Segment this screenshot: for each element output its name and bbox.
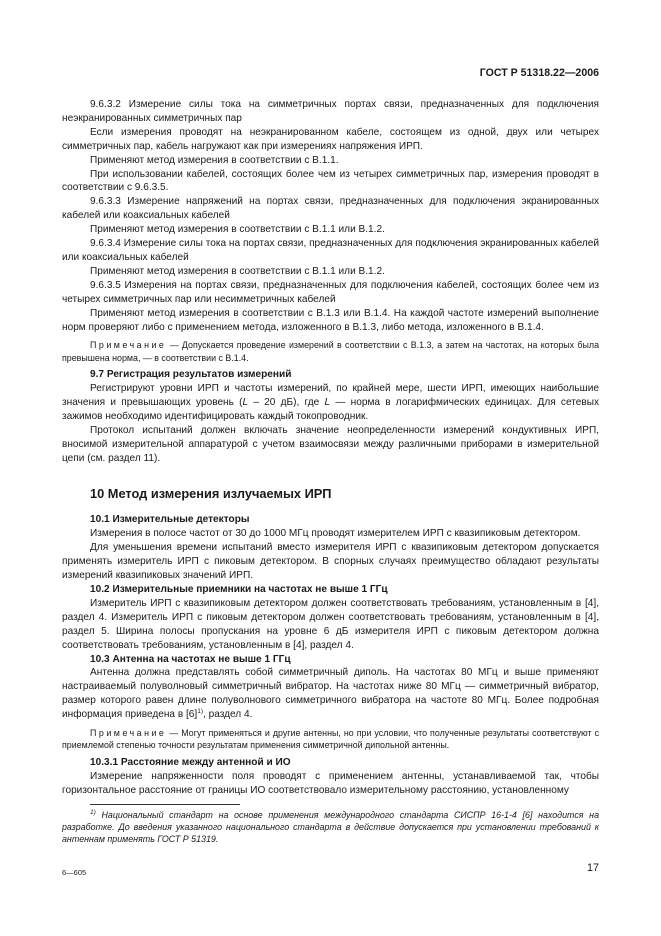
paragraph: Регистрируют уровни ИРП и частоты измерений, по крайней мере, шести ИРП, имеющих наибольшие значения и превышающих уровень (L – 20 дБ), где L — норма в логарифмических единицах. Для сетевых зажимов необходимо идентифицировать каждый токопроводник. — [62, 383, 600, 422]
note-text: — Допускается проведение измерений в соответствии с В.1.3, а затем на частотах, на которых была превышена норма, — в соответствии с В.1.4. — [62, 340, 600, 363]
paragraph: Если измерения проводят на неэкранированном кабеле, состоящем из одной, двух или четырех симметричных пар, кабель нагружают как при измерениях напряжения ИРП. — [62, 126, 599, 152]
paragraph: Протокол испытаний должен включать значение неопределенности измерений кондуктивных ИРП, вносимой измерительной аппаратурой с учетом взаимосвязи между различными приборами в измерительной цепи (см. раздел 11). — [62, 424, 599, 464]
section-heading: 10.3.1 Расстояние между антенной и ИО — [90, 756, 291, 768]
footnote-divider — [90, 804, 240, 805]
paragraph: Применяют метод измерения в соответствии с В.1.1. — [90, 154, 339, 166]
footnote: $^{1)}$ Национальный стандарт на основе применения международного стандарта СИСПР 16-1-4 [6] находится на разработке. До введения указанного национального стандарта в действие допускается при установлении требований к антеннам применять ГОСТ Р 51319. — [62, 808, 600, 845]
paragraph: Применяют метод измерения в соответствии с В.1.3 или В.1.4. На каждой частоте измерений выполнение норм проверяют либо с применением метода, изложенного в В.1.3, либо метода, изложенного в В.1.4. — [62, 307, 599, 333]
page-number: 17 — [586, 862, 599, 874]
paragraph: 9.6.3.3 Измерение напряжений на портах связи, предназначенных для подключения экранированных кабелей или коаксиальных кабелей — [62, 196, 599, 222]
section-heading: 10.2 Измерительные приемники на частотах не выше 1 ГГц — [90, 584, 388, 595]
paragraph: Измеритель ИРП с квазипиковым детектором должен соответствовать требованиям, установленным в [4], раздел 4. Измеритель ИРП с пиковым детектором должен соответствовать требованиям, установленным в [4], раздел 5. Ширина полосы пропускания на уровне 6 дБ измерителя ИРП с пиковым детектором должна соответствовать требованиям, установленным в [4], раздел 4. — [62, 597, 599, 651]
section-heading: 10.1 Измерительные детекторы — [90, 514, 250, 526]
note — [62, 727, 599, 752]
paragraph: Измерение напряженности поля проводят с применением антенны, устанавливаемой так, чтобы горизонтальное расстояние от границы ИО соответствовало измерительному расстоянию, установленному — [62, 770, 599, 796]
paragraph: При использовании кабелей, состоящих более чем из четырех симметричных пар, измерения проводят в соответствии с 9.6.3.5. — [62, 168, 599, 194]
note-text: — Могут применяться и другие антенны, но при условии, что полученные результаты соответствуют с приемлемой степенью точности результатам применения симметричной дипольной антенны. — [62, 728, 600, 751]
paragraph: 9.6.3.5 Измерения на портах связи, предназначенных для подключения кабелей, состоящих более чем из четырех симметричных пар или несимметричных кабелей — [62, 279, 599, 305]
section-heading: 10.3 Антенна на частотах не выше 1 ГГц — [90, 653, 291, 665]
note-label: Примечание — [90, 340, 167, 351]
document-header: ГОСТ Р 51318.22—2006 — [479, 67, 599, 79]
document-body — [62, 98, 599, 846]
section-heading: 9.7 Регистрация результатов измерений — [90, 369, 292, 381]
paragraph: Применяют метод измерения в соответствии с В.1.1 или В.1.2. — [90, 265, 385, 277]
paragraph: 9.6.3.4 Измерение силы тока на портах связи, предназначенных для подключения экранированных кабелей или коаксиальных кабелей — [62, 238, 599, 263]
note — [62, 339, 599, 364]
paragraph: 9.6.3.2 Измерение силы тока на симметричных портах связи, предназначенных для подключения неэкранированных симметричных пар — [62, 99, 599, 124]
note-label: Примечание — [90, 728, 167, 739]
section-title: 10 Метод измерения излучаемых ИРП — [90, 485, 332, 501]
paragraph: Для уменьшения времени испытаний вместо измерителя ИРП с квазипиковым детектором допускается применять измеритель ИРП с пиковым детектором. В спорных случаях преимущество обладают результаты измерений квазипиковых значений ИРП. — [62, 542, 599, 582]
paragraph: Антенна должна представлять собой симметричный диполь. На частотах 80 МГц и выше применяют настраиваемый полуволновый симметричный вибратор. На частотах ниже 80 МГц — симметричный вибратор, размер которого равен длине полуволнового симметричного вибратора на частоте 80 МГц. Более подробная информация приведена в $[6]^{1)}$, раздел 4. — [62, 667, 599, 721]
paragraph: Измерения в полосе частот от 30 до 1000 МГц проводят измерителем ИРП с квазипиковым детектором. — [90, 528, 581, 540]
paragraph: Применяют метод измерения в соответствии с В.1.1 или В.1.2. — [90, 224, 385, 236]
print-code: 6—605 — [62, 868, 87, 877]
